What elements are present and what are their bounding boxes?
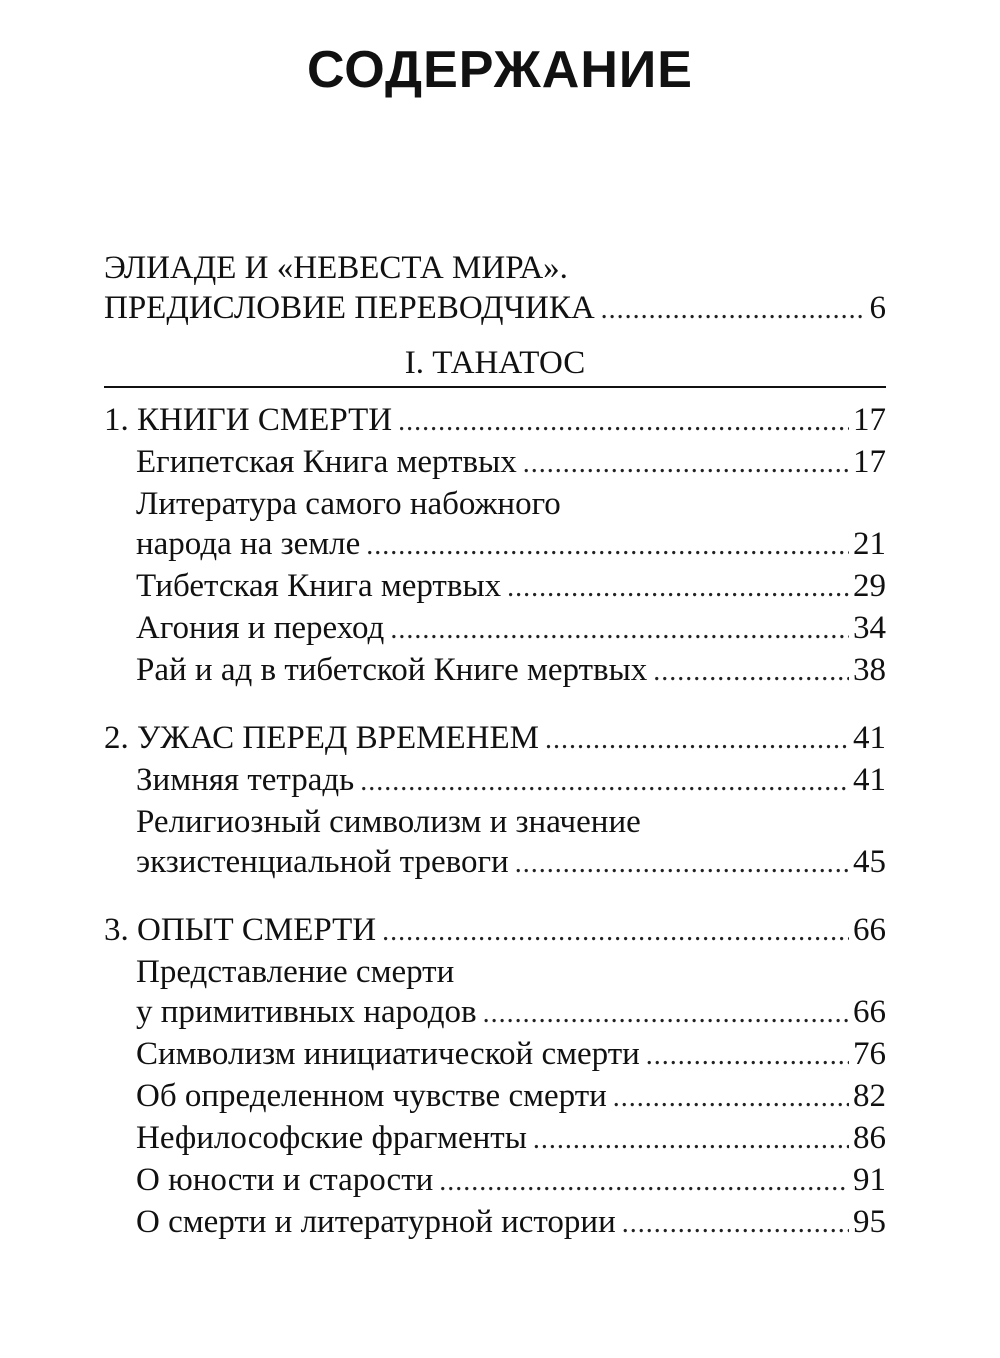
page-number: 95 bbox=[853, 1204, 886, 1240]
page-number: 21 bbox=[853, 526, 886, 562]
chapter-2 bbox=[104, 718, 886, 884]
toc-subentry[interactable] bbox=[104, 608, 886, 650]
chapter-title: 2. УЖАС ПЕРЕД ВРЕМЕНЕМ bbox=[104, 720, 539, 756]
toc-subentry-row bbox=[104, 524, 886, 566]
chapter-3 bbox=[104, 910, 886, 1244]
subentry-title: Символизм инициатической смерти bbox=[136, 1036, 640, 1072]
leader-dots bbox=[533, 1120, 849, 1160]
toc-subentry[interactable] bbox=[104, 484, 886, 566]
toc-subentry[interactable] bbox=[104, 650, 886, 692]
subentry-title: Об определенном чувстве смерти bbox=[136, 1078, 607, 1114]
subentry-title: Зимняя тетрадь bbox=[136, 762, 355, 798]
chapter-1 bbox=[104, 400, 886, 692]
leader-dots bbox=[523, 444, 849, 484]
subentry-title: Рай и ад в тибетской Книге мертвых bbox=[136, 652, 648, 688]
page-number: 34 bbox=[853, 610, 886, 646]
subentry-title: народа на земле bbox=[136, 526, 361, 562]
page-number: 91 bbox=[853, 1162, 886, 1198]
subentry-title: Тибетская Книга мертвых bbox=[136, 568, 502, 604]
subentry-title: у примитивных народов bbox=[136, 994, 477, 1030]
subentry-title: Нефилософские фрагменты bbox=[136, 1120, 527, 1156]
leader-dots bbox=[613, 1078, 849, 1118]
table-of-contents bbox=[104, 248, 886, 1244]
toc-subentry[interactable] bbox=[104, 1202, 886, 1244]
page-number: 66 bbox=[853, 994, 886, 1030]
page-number: 6 bbox=[869, 290, 886, 326]
toc-subentry[interactable] bbox=[104, 566, 886, 608]
leader-dots bbox=[366, 526, 849, 566]
toc-subentry-row bbox=[104, 842, 886, 884]
toc-chapter-entry[interactable] bbox=[104, 910, 886, 952]
toc-subentry-row bbox=[104, 992, 886, 1034]
toc-subentry[interactable] bbox=[104, 952, 886, 1034]
chapter-title: 3. ОПЫТ СМЕРТИ bbox=[104, 912, 377, 948]
leader-dots bbox=[398, 402, 849, 442]
leader-dots bbox=[439, 1162, 849, 1202]
page-number: 82 bbox=[853, 1078, 886, 1114]
leader-dots bbox=[646, 1036, 849, 1076]
toc-chapter-entry[interactable] bbox=[104, 718, 886, 760]
leader-dots bbox=[390, 610, 849, 650]
page-number: 66 bbox=[853, 912, 886, 948]
page-number: 45 bbox=[853, 844, 886, 880]
subentry-title: экзистенциальной тревоги bbox=[136, 844, 509, 880]
page-number: 76 bbox=[853, 1036, 886, 1072]
page-number: 41 bbox=[853, 720, 886, 756]
chapter-title: 1. КНИГИ СМЕРТИ bbox=[104, 402, 393, 438]
page-number: 41 bbox=[853, 762, 886, 798]
page-number: 38 bbox=[853, 652, 886, 688]
subentry-title-line: Литература самого набожного bbox=[136, 486, 561, 522]
toc-entry-title-line: ЭЛИАДЕ И «НЕВЕСТА МИРА». bbox=[104, 250, 568, 286]
page-title: СОДЕРЖАНИЕ bbox=[307, 41, 693, 99]
subentry-title: О юности и старости bbox=[136, 1162, 434, 1198]
page-number: 29 bbox=[853, 568, 886, 604]
leader-dots bbox=[507, 568, 849, 608]
toc-subentry[interactable] bbox=[104, 802, 886, 884]
toc-entry-title: ПРЕДИСЛОВИЕ ПЕРЕВОДЧИКА bbox=[104, 290, 595, 326]
toc-subentry[interactable] bbox=[104, 1034, 886, 1076]
leader-dots bbox=[382, 912, 849, 952]
section-heading: I. ТАНАТОС bbox=[104, 342, 886, 388]
toc-subentry[interactable] bbox=[104, 1118, 886, 1160]
leader-dots bbox=[360, 762, 849, 802]
toc-subentry[interactable] bbox=[104, 1076, 886, 1118]
subentry-title-line: Религиозный символизм и значение bbox=[136, 804, 641, 840]
toc-chapter-entry[interactable] bbox=[104, 400, 886, 442]
leader-dots bbox=[653, 652, 849, 692]
toc-entry-preface[interactable] bbox=[104, 248, 886, 330]
page-number: 86 bbox=[853, 1120, 886, 1156]
subentry-title: Агония и переход bbox=[136, 610, 385, 646]
subentry-title: Египетская Книга мертвых bbox=[136, 444, 517, 480]
toc-entry-row bbox=[104, 288, 886, 330]
page-number: 17 bbox=[853, 444, 886, 480]
leader-dots bbox=[601, 290, 866, 330]
subentry-title: О смерти и литературной истории bbox=[136, 1204, 616, 1240]
leader-dots bbox=[483, 994, 849, 1034]
leader-dots bbox=[545, 720, 849, 760]
leader-dots bbox=[622, 1204, 849, 1244]
toc-subentry[interactable] bbox=[104, 1160, 886, 1202]
leader-dots bbox=[515, 844, 849, 884]
subentry-title-line: Представление смерти bbox=[136, 954, 455, 990]
page-number: 17 bbox=[853, 402, 886, 438]
toc-subentry[interactable] bbox=[104, 760, 886, 802]
toc-subentry[interactable] bbox=[104, 442, 886, 484]
